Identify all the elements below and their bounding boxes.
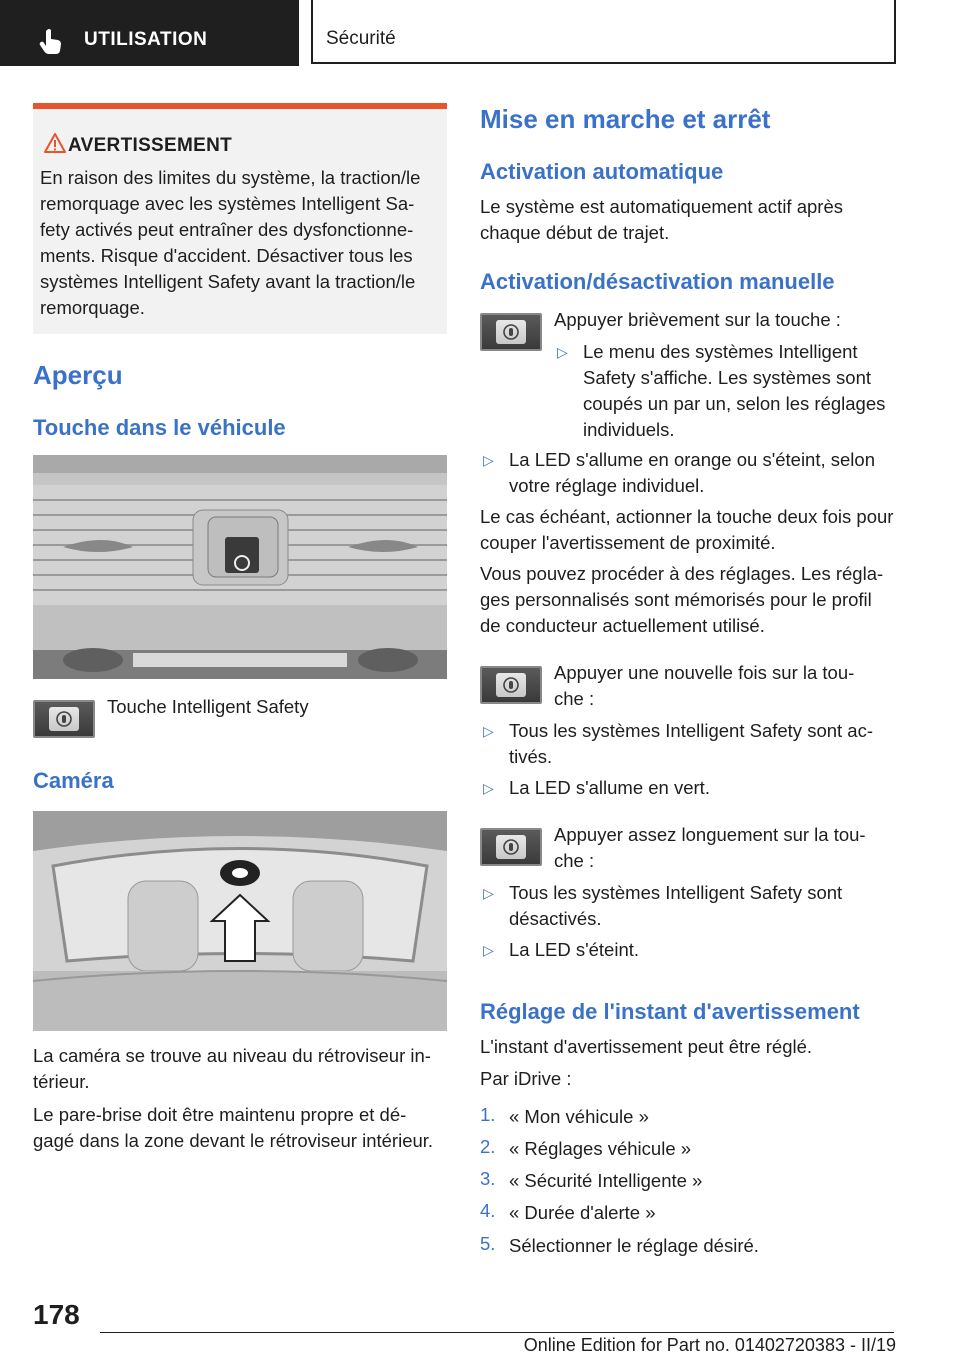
warning-triangle-icon bbox=[44, 133, 66, 153]
camera-text-location: La caméra se trouve au niveau du rétroviseur in-térieur. bbox=[33, 1045, 431, 1092]
overview-heading: Aperçu bbox=[33, 360, 123, 390]
press-short-text: Appuyer brièvement sur la touche : bbox=[554, 309, 841, 330]
step-number: 2. bbox=[480, 1136, 496, 1157]
press-long-text: Appuyer assez longuement sur la tou-che : bbox=[554, 824, 866, 871]
hand-pointer-icon bbox=[38, 27, 66, 55]
bullet-triangle-icon: ▷ bbox=[483, 942, 494, 958]
step-number: 5. bbox=[480, 1233, 496, 1254]
page-number: 178 bbox=[33, 1299, 80, 1330]
bullet-triangle-icon: ▷ bbox=[483, 885, 494, 901]
step-text: « Mon véhicule » bbox=[509, 1106, 649, 1127]
double-press-text: Le cas échéant, actionner la touche deux fois pour couper l'avertissement de proximité. bbox=[480, 506, 894, 553]
via-idrive-text: Par iDrive : bbox=[480, 1068, 572, 1089]
all-active-text: Tous les systèmes Intelligent Safety sont ac-tivés. bbox=[509, 720, 874, 767]
bullet-triangle-icon: ▷ bbox=[557, 344, 568, 360]
step-number: 3. bbox=[480, 1168, 496, 1189]
warning-text: En raison des limites du système, la traction/le remorquage avec les systèmes Intelligent Sa-fety activés peut entraîner des dysfonctionne-ments. Risque d'accident. Désactiver tous les systèmes Intelligent Safety avant la traction/le remorquage. bbox=[40, 167, 421, 318]
main-heading: Mise en marche et arrêt bbox=[480, 104, 771, 134]
camera-text-cleaning: Le pare-brise doit être maintenu propre et dé-gagé dans la zone devant le rétroviseur intérieur. bbox=[33, 1104, 434, 1151]
auto-activation-heading: Activation automatique bbox=[480, 159, 724, 184]
bullet-triangle-icon: ▷ bbox=[483, 723, 494, 739]
button-heading: Touche dans le véhicule bbox=[33, 415, 286, 440]
safety-button-image-2 bbox=[480, 666, 542, 704]
button-caption: Touche Intelligent Safety bbox=[107, 696, 309, 717]
timing-heading: Réglage de l'instant d'avertissement bbox=[480, 999, 860, 1024]
step-number: 4. bbox=[480, 1200, 496, 1221]
header-category-tab bbox=[0, 0, 299, 66]
safety-button-image-3 bbox=[480, 828, 542, 866]
led-green-text: La LED s'allume en vert. bbox=[509, 777, 710, 798]
footer-divider bbox=[100, 1332, 894, 1333]
dashboard-photo bbox=[33, 455, 447, 679]
camera-heading: Caméra bbox=[33, 768, 114, 793]
intelligent-safety-icon bbox=[56, 710, 72, 728]
bullet-triangle-icon: ▷ bbox=[483, 780, 494, 796]
manual-activation-heading: Activation/désactivation manuelle bbox=[480, 269, 835, 294]
bullet-triangle-icon: ▷ bbox=[483, 452, 494, 468]
step-text: « Réglages véhicule » bbox=[509, 1138, 692, 1159]
camera-photo bbox=[33, 811, 447, 1031]
step-text: « Sécurité Intelligente » bbox=[509, 1170, 703, 1191]
warning-box bbox=[33, 103, 447, 334]
settings-text: Vous pouvez procéder à des réglages. Les régla-ges personnalisés sont mémorisés pour le profil de conducteur actuellement utilisé. bbox=[480, 563, 884, 636]
step-text: Sélectionner le réglage désiré. bbox=[509, 1235, 759, 1256]
intelligent-safety-icon bbox=[503, 676, 519, 694]
header-section-box bbox=[311, 0, 896, 64]
all-off-text: Tous les systèmes Intelligent Safety sont désactivés. bbox=[509, 882, 843, 929]
step-text: « Durée d'alerte » bbox=[509, 1202, 656, 1223]
warning-title: AVERTISSEMENT bbox=[68, 135, 233, 156]
safety-button-image bbox=[33, 700, 95, 738]
footer-edition: Online Edition for Part no. 01402720383 - II/19 bbox=[523, 1335, 896, 1355]
step-number: 1. bbox=[480, 1104, 496, 1125]
header-category: UTILISATION bbox=[84, 29, 208, 50]
auto-activation-text: Le système est automatiquement actif après chaque début de trajet. bbox=[480, 196, 843, 243]
safety-button-image-1 bbox=[480, 313, 542, 351]
press-short-bullet: Le menu des systèmes Intelligent Safety s'affiche. Les systèmes sont coupés un par un, selon les réglages individuels. bbox=[583, 341, 886, 440]
intelligent-safety-icon bbox=[503, 323, 519, 341]
led-orange-text: La LED s'allume en orange ou s'éteint, selon votre réglage individuel. bbox=[509, 449, 875, 496]
intelligent-safety-icon bbox=[503, 838, 519, 856]
led-off-text: La LED s'éteint. bbox=[509, 939, 640, 960]
press-again-text: Appuyer une nouvelle fois sur la tou-che : bbox=[554, 662, 855, 709]
header-section-title: Sécurité bbox=[326, 28, 396, 49]
timing-text: L'instant d'avertissement peut être réglé. bbox=[480, 1036, 813, 1057]
